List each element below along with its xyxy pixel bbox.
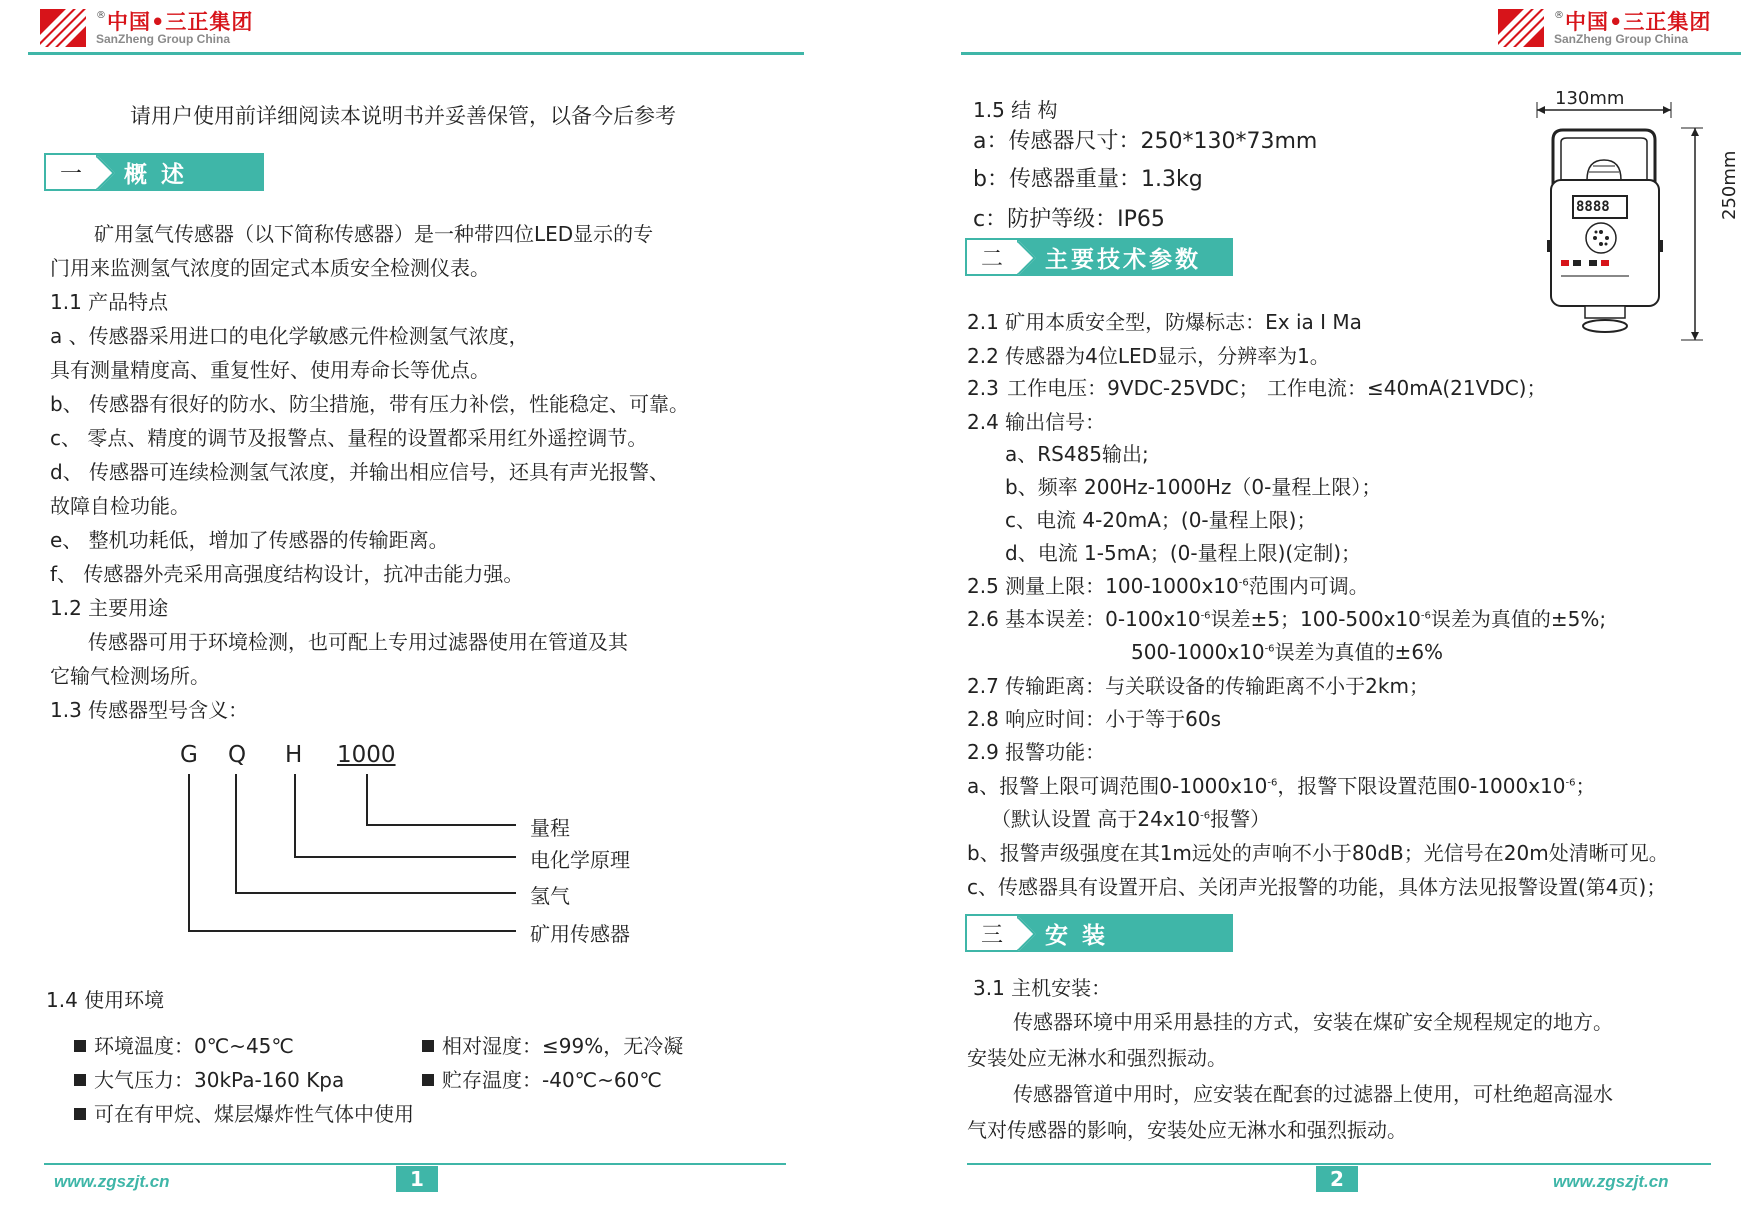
connector-line: [366, 774, 368, 826]
env-item: 可在有甲烷、煤层爆炸性气体中使用: [74, 1098, 414, 1127]
structure-item: a：传感器尺寸：250*130*73mm: [973, 129, 1318, 154]
footer-rule: [44, 1163, 786, 1165]
alarm-item-default: （默认设置 高于$24x10^{-6}$报警）: [991, 807, 1271, 831]
feature-item: b、 传感器有很好的防水、防尘措施，带有压力补偿，性能稳定、可靠。: [50, 392, 690, 416]
param-item: 2.5 测量上限：$100-1000x10^{-6}$范围内可调。: [967, 574, 1369, 598]
output-item: d、电流 1-5mA；(0-量程上限)(定制)；: [1005, 541, 1362, 565]
section-header-overview: [44, 153, 264, 191]
model-label-principle: 电化学原理: [530, 848, 630, 872]
structure-item: b：传感器重量：1.3kg: [973, 167, 1203, 192]
param-item: 2.6 基本误差：$0-100x10^{-6}$误差±5；$100-500x10^{-6}$误差为真值的±5%;: [967, 607, 1607, 631]
footer-rule: [967, 1163, 1711, 1165]
footer-url[interactable]: www.zgszjt.cn: [54, 1172, 170, 1191]
height-dimension-label: 250mm: [1719, 150, 1740, 220]
sanzheng-logo-icon: [1498, 9, 1544, 47]
registered-mark: ®: [1554, 9, 1565, 21]
section-title: 安 装: [1019, 914, 1233, 952]
feature-item: e、 整机功耗低，增加了传感器的传输距离。: [50, 528, 449, 552]
model-label-hydrogen: 氢气: [530, 884, 570, 908]
width-dimension-label: 130mm: [1555, 88, 1625, 109]
env-item: 贮存温度：-40℃~60℃: [422, 1064, 662, 1093]
section-header-installation: [965, 914, 1233, 952]
bullet-square-icon: [74, 1040, 86, 1052]
subheading: 3.1 主机安装：: [973, 976, 1112, 1000]
env-item: 大气压力：30kPa-160 Kpa: [74, 1064, 344, 1093]
install-text: 安装处应无淋水和强烈振动。: [967, 1046, 1227, 1070]
logo-chinese-name: 中国•三正集团: [107, 9, 254, 34]
model-letter-g: G: [180, 742, 198, 768]
connector-line: [235, 774, 237, 894]
model-range: 1000: [337, 742, 396, 768]
company-logo: [1498, 8, 1711, 48]
header-rule: [961, 52, 1741, 55]
param-item: 2.4 输出信号：: [967, 410, 1106, 434]
section-number: 二: [965, 238, 1019, 276]
param-item: 2.8 响应时间：小于等于60s: [967, 707, 1222, 731]
registered-mark: ®: [96, 9, 107, 21]
connector-line: [188, 930, 516, 932]
bullet-square-icon: [74, 1074, 86, 1086]
install-text: 传感器环境中用采用悬挂的方式，安装在煤矿安全规程规定的地方。: [1013, 1010, 1613, 1034]
company-logo: [40, 8, 253, 48]
param-item-continued: $500-1000x10^{-6}$误差为真值的±6%: [1131, 640, 1444, 664]
param-item: 2.9 报警功能：: [967, 740, 1106, 764]
model-label-mine-sensor: 矿用传感器: [530, 922, 630, 946]
feature-item: d、 传感器可连续检测氢气浓度，并输出相应信号，还具有声光报警、: [50, 460, 670, 484]
subheading: 1.1 产品特点: [50, 290, 169, 314]
connector-line: [366, 824, 516, 826]
section-title: 概 述: [98, 153, 264, 191]
bullet-square-icon: [74, 1108, 86, 1120]
param-item: 2.3 工作电压：9VDC-25VDC； 工作电流：≤40mA(21VDC)；: [967, 376, 1547, 400]
output-item: a、RS485输出;: [1005, 442, 1149, 466]
device-led-display: 8888: [1576, 199, 1610, 215]
feature-item: f、 传感器外壳采用高强度结构设计，抗冲击能力强。: [50, 562, 524, 586]
notice-text: 请用户使用前详细阅读本说明书并妥善保管，以备今后参考: [130, 104, 676, 128]
param-item: 2.7 传输距离：与关联设备的传输距离不小于2km；: [967, 674, 1429, 698]
subheading: 1.5 结 构: [973, 98, 1058, 122]
page-number: 2: [1316, 1166, 1358, 1192]
feature-item: c、 零点、精度的调节及报警点、量程的设置都采用红外遥控调节。: [50, 426, 648, 450]
logo-english-name: SanZheng Group China: [1554, 31, 1688, 46]
section-title: 主要技术参数: [1019, 238, 1233, 276]
install-text: 气对传感器的影响，安装处应无淋水和强烈振动。: [967, 1118, 1407, 1142]
structure-item: c：防护等级：IP65: [973, 207, 1165, 232]
param-item: 2.2 传感器为4位LED显示，分辨率为1。: [967, 344, 1330, 368]
header-rule: [28, 52, 804, 55]
subheading: 1.3 传感器型号含义：: [50, 698, 249, 722]
usage-text: 它输气检测场所。: [50, 664, 210, 688]
section-number: 一: [44, 153, 98, 191]
section-number: 三: [965, 914, 1019, 952]
connector-line: [294, 856, 516, 858]
sanzheng-logo-icon: [40, 9, 86, 47]
feature-item: 故障自检功能。: [50, 494, 190, 518]
output-item: b、频率 200Hz-1000Hz（0-量程上限）；: [1005, 475, 1382, 499]
subheading: 1.4 使用环境: [46, 988, 165, 1012]
env-item: 相对湿度：≤99%，无冷凝: [422, 1030, 683, 1059]
alarm-item: b、报警声级强度在其1m远处的声响不小于80dB；光信号在20m处清晰可见。: [967, 841, 1669, 865]
logo-chinese-name: 中国•三正集团: [1565, 9, 1712, 34]
alarm-item: c、传感器具有设置开启、关闭声光报警的功能，具体方法见报警设置(第4页)；: [967, 875, 1667, 899]
env-item: 环境温度：0℃~45℃: [74, 1030, 294, 1059]
connector-line: [235, 892, 516, 894]
page-number: 1: [396, 1166, 438, 1192]
model-label-range: 量程: [530, 816, 570, 840]
sensor-device-icon: [1531, 100, 1731, 350]
param-item: 2.1 矿用本质安全型，防爆标志：Ex ia I Ma: [967, 310, 1362, 334]
footer-url[interactable]: www.zgszjt.cn: [1553, 1172, 1669, 1191]
intro-text: 门用来监测氢气浓度的固定式本质安全检测仪表。: [50, 256, 490, 280]
alarm-item: a、报警上限可调范围$0-1000x10^{-6}$，报警下限设置范围$0-1000x10^{-6}$；: [967, 774, 1596, 798]
bullet-square-icon: [422, 1040, 434, 1052]
model-letter-q: Q: [228, 742, 247, 768]
intro-text: 矿用氢气传感器（以下简称传感器）是一种带四位LED显示的专: [94, 222, 654, 246]
model-letter-h: H: [285, 742, 303, 768]
section-header-technical-params: [965, 238, 1233, 276]
feature-item: a 、传感器采用进口的电化学敏感元件检测氢气浓度，: [50, 324, 529, 348]
output-item: c、电流 4-20mA；(0-量程上限)；: [1005, 508, 1317, 532]
connector-line: [188, 774, 190, 932]
usage-text: 传感器可用于环境检测，也可配上专用过滤器使用在管道及其: [88, 630, 628, 654]
page-2: [881, 0, 1762, 1209]
subheading: 1.2 主要用途: [50, 596, 169, 620]
bullet-square-icon: [422, 1074, 434, 1086]
logo-english-name: SanZheng Group China: [96, 31, 230, 46]
feature-item: 具有测量精度高、重复性好、使用寿命长等优点。: [50, 358, 490, 382]
install-text: 传感器管道中用时，应安装在配套的过滤器上使用，可杜绝超高湿水: [1013, 1082, 1613, 1106]
connector-line: [294, 774, 296, 858]
